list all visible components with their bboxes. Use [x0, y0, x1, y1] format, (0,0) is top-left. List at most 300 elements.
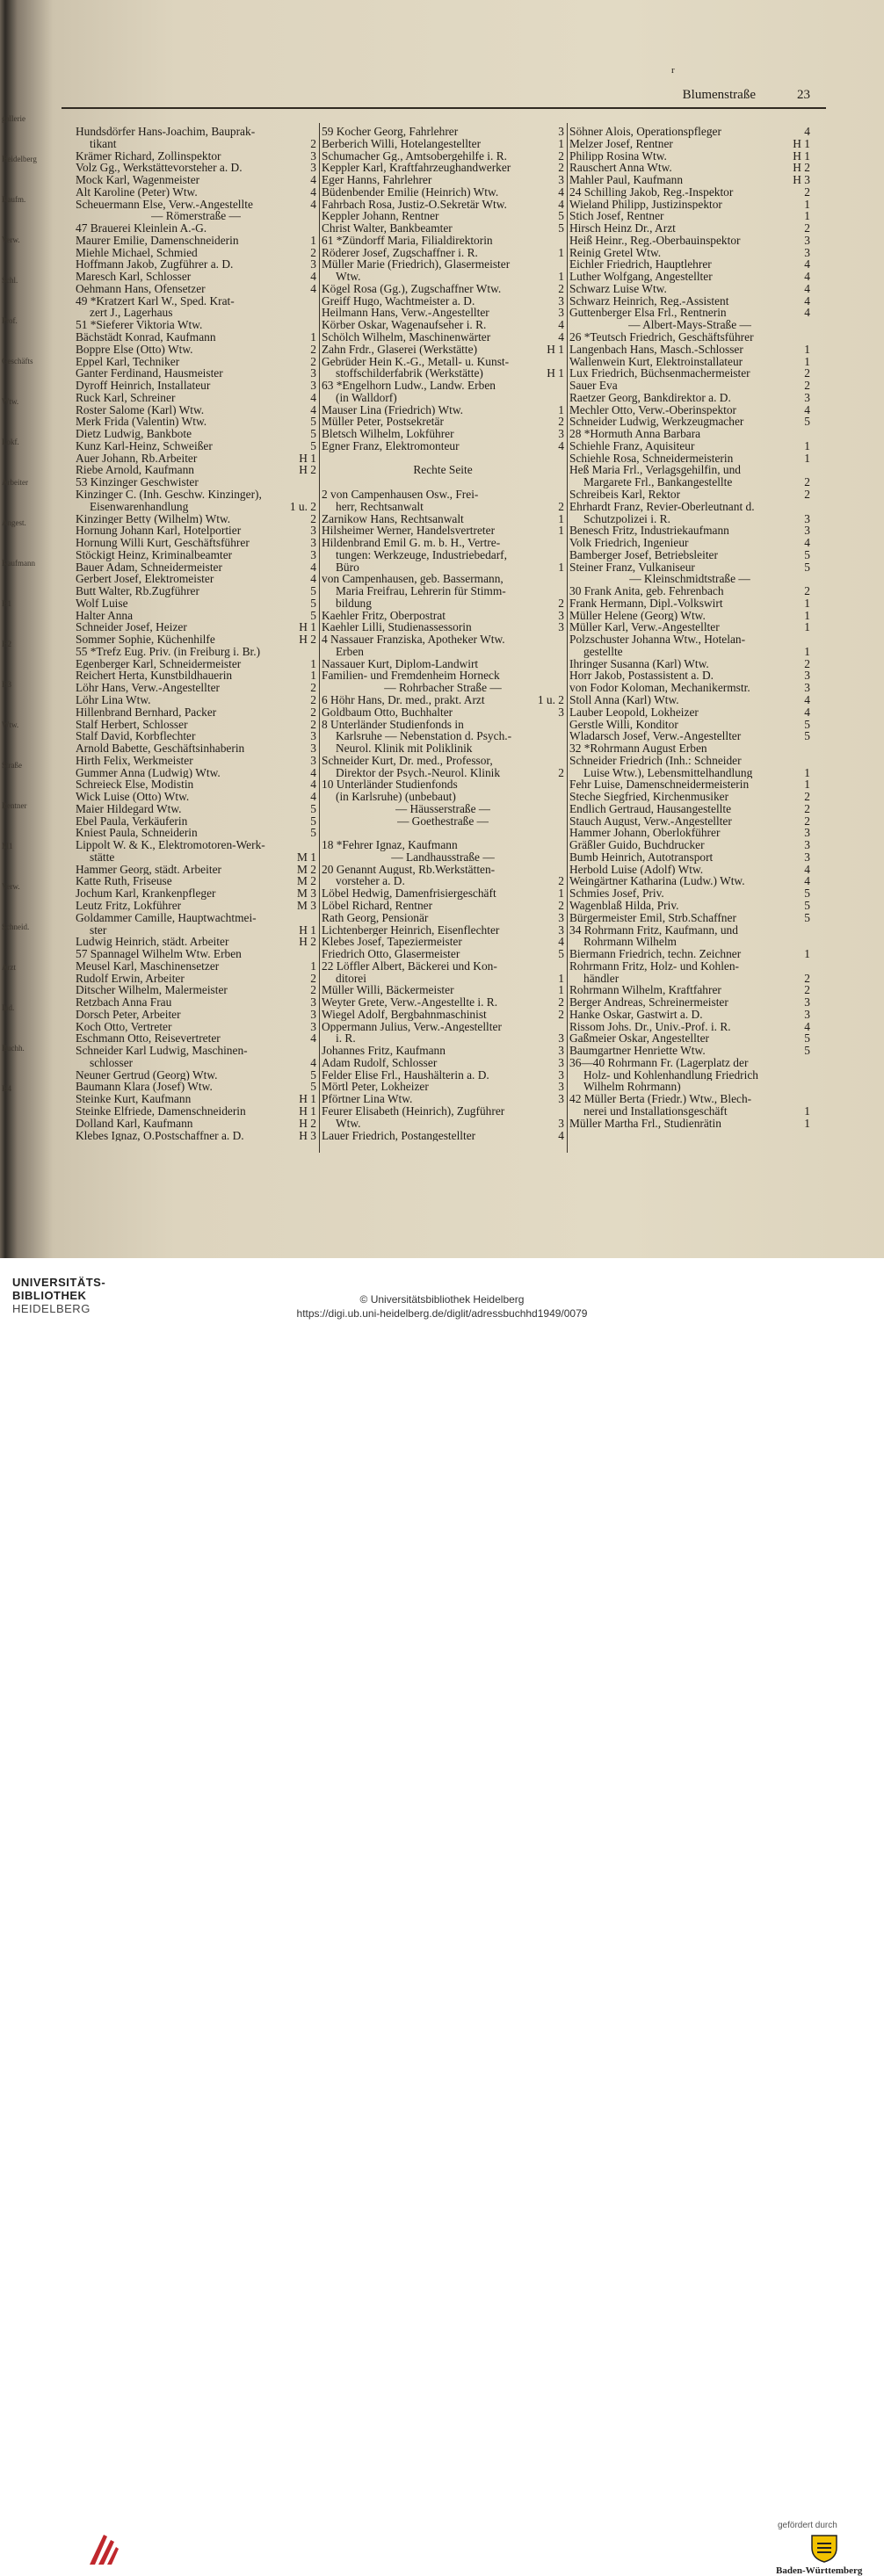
entry-text: Bumb Heinrich, Autotransport: [569, 850, 714, 864]
directory-entry: [322, 1069, 564, 1082]
directory-entry: [569, 561, 810, 574]
entry-text: 22 Löffler Albert, Bäckerei und Kon-: [322, 959, 497, 973]
entry-text: Hundsdörfer Hans-Joachim, Bauprak-: [76, 126, 256, 138]
directory-column-3: [569, 126, 810, 1130]
margin-fragment: Verw.: [2, 882, 20, 891]
floor-code: 2: [558, 765, 564, 779]
street-heading: [322, 815, 564, 828]
directory-entry: [322, 428, 564, 440]
entry-text: (in Walldorf): [336, 391, 397, 404]
directory-entry: [322, 488, 564, 501]
floor-code: 3: [310, 257, 316, 271]
floor-code: 1: [310, 669, 316, 683]
directory-entry: [76, 416, 316, 428]
entry-text: Direktor der Psych.-Neurol. Klinik: [336, 766, 501, 779]
floor-code: 5: [804, 886, 810, 901]
directory-entry: [322, 755, 564, 767]
entry-text: Bamberger Josef, Betriebsleiter: [569, 548, 718, 561]
floor-code: 3: [310, 536, 316, 550]
floor-code: 3: [804, 681, 810, 695]
entry-text: Adam Rudolf, Schlosser: [322, 1056, 438, 1069]
entry-text: Endlich Gertraud, Hausangestellte: [569, 802, 732, 815]
floor-code: 1: [558, 886, 564, 901]
directory-entry: [76, 199, 316, 211]
directory-entry: [76, 138, 316, 150]
directory-entry: [569, 875, 810, 887]
floor-code: 3: [804, 669, 810, 683]
entry-text: (in Karlsruhe) (unbebaut): [336, 791, 456, 803]
directory-entry: [322, 561, 564, 574]
entry-text: 30 Frank Anita, geb. Fehrenbach: [569, 585, 724, 597]
entry-text: Koch Otto, Vertreter: [76, 1020, 172, 1033]
floor-code: 2: [310, 705, 316, 719]
entry-text: Stöckigt Heinz, Kriminalbeamter: [76, 548, 233, 561]
directory-entry: [569, 199, 810, 211]
entry-text: 4 Nassauer Franziska, Apotheker Wtw.: [322, 633, 505, 646]
margin-fragment: Lokf.: [2, 438, 19, 446]
directory-entry: [322, 380, 564, 392]
floor-code: 3: [310, 366, 316, 380]
directory-entry: [322, 742, 564, 755]
directory-entry: [76, 936, 316, 948]
directory-entry: [569, 900, 810, 912]
directory-entry: [569, 126, 810, 138]
directory-entry: [569, 525, 810, 537]
directory-entry: [322, 199, 564, 211]
floor-code: 5: [558, 221, 564, 235]
directory-entry: [569, 331, 810, 344]
directory-entry: [76, 428, 316, 440]
directory-entry: [322, 452, 564, 465]
entry-text: Keppler Karl, Kraftfahrzeughandwerker: [322, 162, 511, 175]
entry-text: Eger Hanns, Fahrlehrer: [322, 174, 432, 186]
directory-entry: [569, 585, 810, 597]
directory-entry: [569, 669, 810, 682]
entry-text: Lichtenberger Heinrich, Eisenflechter: [322, 923, 500, 937]
floor-code: 4: [310, 560, 316, 574]
directory-entry: [322, 440, 564, 452]
directory-entry: [569, 646, 810, 658]
floor-code: 4: [310, 778, 316, 792]
entry-text: Polzschuster Johanna Wtw., Hotelan-: [569, 633, 746, 646]
floor-code: 2: [804, 379, 810, 393]
floor-code: 5: [558, 947, 564, 961]
directory-entry: [76, 392, 316, 404]
entry-text: Nassauer Kurt, Diplom-Landwirt: [322, 657, 479, 670]
entry-text: Lippolt W. & K., Elektromotoren-Werk-: [76, 839, 265, 851]
floor-code: 4: [310, 790, 316, 804]
directory-entry: [76, 948, 316, 960]
directory-entry: [569, 416, 810, 428]
entry-text: Kaehler Lilli, Studienassessorin: [322, 621, 472, 634]
permalink[interactable]: https://digi.ub.uni-heidelberg.de/diglit/adressbuchhd1949/0079: [296, 1307, 588, 1320]
floor-code: 2: [310, 692, 316, 706]
floor-code: 4: [804, 402, 810, 416]
margin-fragment: Geschäfts: [2, 357, 33, 365]
entry-text: Schutzpolizei i. R.: [583, 512, 670, 525]
directory-entry: [322, 1021, 564, 1033]
floor-code: 5: [804, 910, 810, 924]
floor-code: 1: [558, 971, 564, 985]
entry-text: händler: [583, 972, 620, 985]
floor-code: 2: [804, 584, 810, 598]
floor-code: 3: [804, 826, 810, 840]
directory-entry: [569, 1021, 810, 1033]
entry-text: Gerbert Josef, Elektromeister: [76, 573, 214, 586]
floor-code: 1: [804, 778, 810, 792]
entry-text: Gerstle Willi, Konditor: [569, 718, 678, 731]
floor-code: 4: [310, 1055, 316, 1069]
directory-entry: [76, 1032, 316, 1045]
street-heading: [322, 803, 564, 815]
directory-entry: [76, 669, 316, 682]
entry-text: herr, Rechtsanwalt: [336, 500, 424, 513]
floor-code: 1 u. 2: [289, 499, 316, 513]
directory-entry: [569, 996, 810, 1009]
directory-entry: [76, 839, 316, 851]
directory-entry: [76, 150, 316, 163]
entry-text: Biermann Friedrich, techn. Zeichner: [569, 948, 742, 960]
entry-text: Eschmann Otto, Reisevertreter: [76, 1032, 221, 1046]
entry-text: Lux Friedrich, Büchsenmachermeister: [569, 367, 750, 380]
directory-entry: [322, 706, 564, 719]
directory-entry: [322, 356, 564, 368]
entry-text: Holz- und Kohlenhandlung Friedrich: [583, 1068, 758, 1082]
entry-text: Hirth Felix, Werkmeister: [76, 754, 193, 767]
floor-code: 4: [310, 197, 316, 211]
directory-entry: [322, 1009, 564, 1021]
street-heading: [322, 682, 564, 694]
floor-code: 1: [310, 330, 316, 344]
entry-text: Steinke Kurt, Kaufmann: [76, 1093, 192, 1106]
library-name-line2: BIBLIOTHEK: [12, 1289, 87, 1302]
entry-text: Maier Hildegard Wtw.: [76, 802, 182, 815]
entry-text: Wolf Luise: [76, 597, 128, 610]
directory-entry: [322, 924, 564, 937]
floor-code: 4: [558, 185, 564, 199]
entry-text: vorsteher a. D.: [336, 875, 405, 888]
floor-code: M 1: [297, 850, 316, 864]
entry-text: Stoll Anna (Karl) Wtw.: [569, 693, 679, 706]
entry-text: 55 *Trefz Eug. Priv. (in Freiburg i. Br.): [76, 645, 261, 658]
entry-text: Auer Johann, Rb.Arbeiter: [76, 452, 198, 465]
floor-code: 5: [310, 427, 316, 441]
directory-entry: [76, 706, 316, 719]
entry-text: gestellte: [583, 645, 623, 658]
directory-entry: [569, 815, 810, 828]
entry-text: Christ Walter, Bankbeamter: [322, 222, 453, 235]
entry-text: stätte: [90, 850, 115, 864]
floor-code: 5: [558, 209, 564, 223]
street-heading: [322, 464, 564, 476]
directory-entry: [76, 513, 316, 525]
directory-entry: [569, 150, 810, 163]
floor-code: 2: [558, 415, 564, 429]
floor-code: H 1: [299, 620, 316, 634]
directory-entry: [569, 719, 810, 731]
directory-entry: [76, 464, 316, 476]
entry-text: Herbold Luise (Adolf) Wtw.: [569, 863, 704, 876]
directory-entry: [322, 1130, 564, 1142]
floor-code: H 3: [793, 173, 810, 187]
entry-text: Maurer Emilie, Damenschneiderin: [76, 234, 239, 247]
directory-entry: [569, 271, 810, 283]
margin-fragment: gallerie: [2, 114, 25, 123]
entry-text: Schwarz Heinrich, Reg.-Assistent: [569, 294, 729, 308]
entry-text: Leutz Fritz, Lokführer: [76, 900, 182, 912]
page-number: 23: [797, 88, 810, 102]
entry-text: Kunz Karl-Heinz, Schweißer: [76, 439, 213, 452]
floor-code: 3: [558, 1067, 564, 1082]
street-heading: [76, 210, 316, 222]
entry-text: Ebel Paula, Verkäuferin: [76, 814, 188, 828]
floor-code: 2: [310, 717, 316, 731]
entry-text: Hammer Georg, städt. Arbeiter: [76, 863, 221, 876]
directory-entry: [322, 573, 564, 585]
floor-code: 5: [804, 560, 810, 574]
entry-text: tikant: [90, 137, 117, 150]
floor-code: 3: [558, 306, 564, 320]
entry-text: Langenbach Hans, Masch.-Schlosser: [569, 343, 743, 356]
library-logo-icon: [86, 2529, 120, 2568]
floor-code: 1: [558, 245, 564, 259]
directory-entry: [322, 1118, 564, 1130]
entry-text: Hirsch Heinz Dr., Arzt: [569, 222, 676, 235]
entry-text: Ruck Karl, Schreiner: [76, 391, 176, 404]
directory-entry: [76, 742, 316, 755]
entry-text: Röderer Josef, Zugschaffner i. R.: [322, 246, 478, 259]
floor-code: 1: [804, 644, 810, 658]
directory-entry: [569, 912, 810, 924]
entry-text: Wick Luise (Otto) Wtw.: [76, 791, 190, 803]
directory-entry: [569, 960, 810, 973]
entry-text: Reichert Herta, Kunstbildhauerin: [76, 669, 233, 683]
entry-text: Sommer Sophie, Küchenhilfe: [76, 633, 215, 646]
directory-entry: [322, 416, 564, 428]
entry-text: Lauber Leopold, Lokheizer: [569, 706, 699, 719]
entry-text: 61 *Zündorff Maria, Filialdirektorin: [322, 234, 493, 247]
entry-text: Egner Franz, Elektromonteur: [322, 439, 460, 452]
entry-text: Miehle Michael, Schmied: [76, 246, 198, 259]
entry-text: Schwarz Luise Wtw.: [569, 282, 667, 295]
directory-entry: [322, 307, 564, 319]
directory-entry: [569, 210, 810, 222]
floor-code: 4: [804, 705, 810, 719]
entry-text: Gräßler Guido, Buchdrucker: [569, 839, 705, 851]
entry-text: Raetzer Georg, Bankdirektor a. D.: [569, 391, 731, 404]
directory-entry: [76, 1057, 316, 1069]
entry-text: Wtw.: [336, 1117, 361, 1130]
entry-text: Luise Wtw.), Lebensmittelhandlung: [583, 766, 753, 779]
directory-entry: [322, 694, 564, 706]
entry-text: Frank Hermann, Dipl.-Volkswirt: [569, 597, 723, 610]
entry-text: 63 *Engelhorn Ludw., Landw. Erben: [322, 380, 496, 392]
floor-code: H 2: [793, 161, 810, 175]
directory-entry: [76, 996, 316, 1009]
floor-code: 2: [558, 596, 564, 610]
margin-fragment: H3: [2, 680, 11, 689]
directory-entry: [569, 803, 810, 815]
margin-fragment: Kaufmann: [2, 559, 35, 568]
directory-entry: [76, 791, 316, 803]
library-name-line3: HEIDELBERG: [12, 1302, 91, 1315]
margin-fragment: Buchh.: [2, 1044, 25, 1053]
directory-entry: [569, 283, 810, 295]
directory-entry: [76, 585, 316, 597]
entry-text: Löhr Lina Wtw.: [76, 693, 151, 706]
floor-code: 1: [804, 197, 810, 211]
entry-text: 2 von Campenhausen Osw., Frei-: [322, 488, 479, 501]
directory-entry: [569, 513, 810, 525]
entry-text: Löbel Hedwig, Damenfrisiergeschäft: [322, 887, 496, 900]
entry-text: Eichler Friedrich, Hauptlehrer: [569, 258, 712, 271]
directory-entry: [322, 476, 564, 488]
floor-code: 5: [310, 1067, 316, 1082]
directory-entry: [322, 295, 564, 308]
entry-text: Rohrmann Wilhelm, Kraftfahrer: [569, 984, 721, 997]
entry-text: Stauch August, Verw.-Angestellter: [569, 814, 732, 828]
directory-entry: [569, 597, 810, 610]
directory-entry: [569, 488, 810, 501]
page-header: [62, 65, 826, 109]
directory-entry: [76, 621, 316, 633]
floor-code: 4: [558, 438, 564, 452]
directory-entry: [322, 126, 564, 138]
entry-text: Kniest Paula, Schneiderin: [76, 827, 198, 840]
entry-text: Keppler Johann, Rentner: [322, 210, 439, 223]
directory-entry: [569, 367, 810, 380]
directory-entry: [322, 1105, 564, 1118]
entry-text: Mock Karl, Wagenmeister: [76, 174, 200, 186]
floor-code: 2: [558, 499, 564, 513]
entry-text: Merk Frida (Valentin) Wtw.: [76, 416, 207, 429]
entry-text: Maria Freifrau, Lehrerin für Stimm-: [336, 585, 506, 597]
directory-entry: [76, 476, 316, 488]
floor-code: 3: [804, 995, 810, 1009]
entry-text: Schiehle Rosa, Schneidermeisterin: [569, 452, 734, 465]
directory-entry: [76, 1045, 316, 1057]
floor-code: 4: [310, 402, 316, 416]
floor-code: 3: [804, 233, 810, 247]
margin-fragment: H2: [2, 640, 11, 648]
directory-entry: [569, 948, 810, 960]
directory-entry: [76, 537, 316, 549]
directory-entry: [322, 960, 564, 973]
floor-code: 2: [558, 899, 564, 912]
entry-text: Müller Marie (Friedrich), Glasermeister: [322, 258, 511, 271]
directory-entry: [76, 452, 316, 465]
entry-text: Fehr Luise, Damenschneidermeisterin: [569, 778, 750, 792]
directory-entry: [76, 960, 316, 973]
entry-text: Ditscher Wilhelm, Malermeister: [76, 984, 228, 997]
margin-fragment: Wtw.: [2, 720, 19, 729]
directory-entry: [322, 258, 564, 271]
entry-text: Ganter Ferdinand, Hausmeister: [76, 367, 223, 380]
directory-entry: [569, 839, 810, 851]
floor-code: 4: [804, 306, 810, 320]
directory-entry: [569, 162, 810, 174]
floor-code: 1: [558, 136, 564, 150]
directory-entry: [569, 864, 810, 876]
entry-text: Büdenbender Emilie (Heinrich) Wtw.: [322, 185, 499, 199]
entry-text: Schmies Josef, Priv.: [569, 887, 664, 900]
floor-code: 3: [558, 427, 564, 441]
entry-text: Neuner Gertrud (Georg) Wtw.: [76, 1068, 218, 1082]
floor-code: 1: [804, 596, 810, 610]
directory-entry: [76, 1093, 316, 1105]
floor-code: H 1: [299, 451, 316, 465]
directory-entry: [569, 755, 810, 767]
entry-text: Philipp Rosina Wtw.: [569, 149, 667, 163]
floor-code: 1: [804, 1104, 810, 1118]
entry-text: Jochum Karl, Krankenpfleger: [76, 887, 216, 900]
entry-text: Egenberger Karl, Schneidermeister: [76, 657, 242, 670]
floor-code: 4: [310, 572, 316, 586]
floor-code: 2: [310, 681, 316, 695]
entry-text: Krämer Richard, Zollinspektor: [76, 149, 221, 163]
entry-text: Wladarsch Josef, Verw.-Angestellter: [569, 730, 742, 743]
floor-code: 4: [804, 874, 810, 888]
directory-entry: [76, 755, 316, 767]
entry-text: Erben: [336, 645, 364, 658]
entry-text: Wtw.: [336, 271, 361, 283]
entry-text: 36—40 Rohrmann Fr. (Lagerplatz der: [569, 1056, 749, 1069]
directory-entry: [76, 1069, 316, 1082]
floor-code: 1: [804, 947, 810, 961]
floor-code: 2: [804, 971, 810, 985]
directory-entry: [569, 295, 810, 308]
entry-text: Mörtl Peter, Lokheizer: [322, 1081, 429, 1094]
entry-text: Schneider Josef, Heizer: [76, 621, 187, 634]
directory-entry: [569, 682, 810, 694]
directory-entry: [322, 150, 564, 163]
entry-text: Hoffmann Jakob, Zugführer a. D.: [76, 258, 234, 271]
directory-entry: [76, 875, 316, 887]
floor-code: 3: [558, 1092, 564, 1106]
floor-code: 1: [558, 270, 564, 284]
street-heading: [569, 573, 810, 585]
scanned-page: [0, 0, 884, 1258]
directory-entry: [569, 973, 810, 985]
directory-entry: [569, 1057, 810, 1069]
entry-text: Heß Maria Frl., Verlagsgehilfin, und: [569, 464, 741, 477]
directory-entry: [322, 513, 564, 525]
floor-code: 4: [804, 270, 810, 284]
directory-entry: [569, 247, 810, 259]
entry-text: Kögel Rosa (Gg.), Zugschaffner Wtw.: [322, 282, 502, 295]
directory-entry: [76, 610, 316, 622]
floor-code: 2: [558, 995, 564, 1009]
floor-code: 3: [804, 390, 810, 404]
floor-code: 1: [558, 511, 564, 525]
directory-entry: [76, 344, 316, 356]
entry-text: — Kleinschmidtstraße —: [629, 573, 750, 586]
directory-entry: [76, 803, 316, 815]
entry-text: Scheuermann Else, Verw.-Angestellte: [76, 198, 253, 211]
floor-code: 5: [310, 596, 316, 610]
directory-entry: [76, 767, 316, 779]
directory-entry: [76, 778, 316, 791]
entry-text: tungen: Werkzeuge, Industriebedarf,: [336, 548, 507, 561]
entry-text: Weyter Grete, Verw.-Angestellte i. R.: [322, 996, 498, 1009]
directory-entry: [76, 162, 316, 174]
directory-entry: [569, 1069, 810, 1082]
entry-text: Söhner Alois, Operationspfleger: [569, 126, 721, 138]
directory-entry: [76, 887, 316, 900]
floor-code: 5: [310, 438, 316, 452]
directory-entry: [322, 525, 564, 537]
entry-text: Schreibeis Karl, Rektor: [569, 488, 681, 501]
